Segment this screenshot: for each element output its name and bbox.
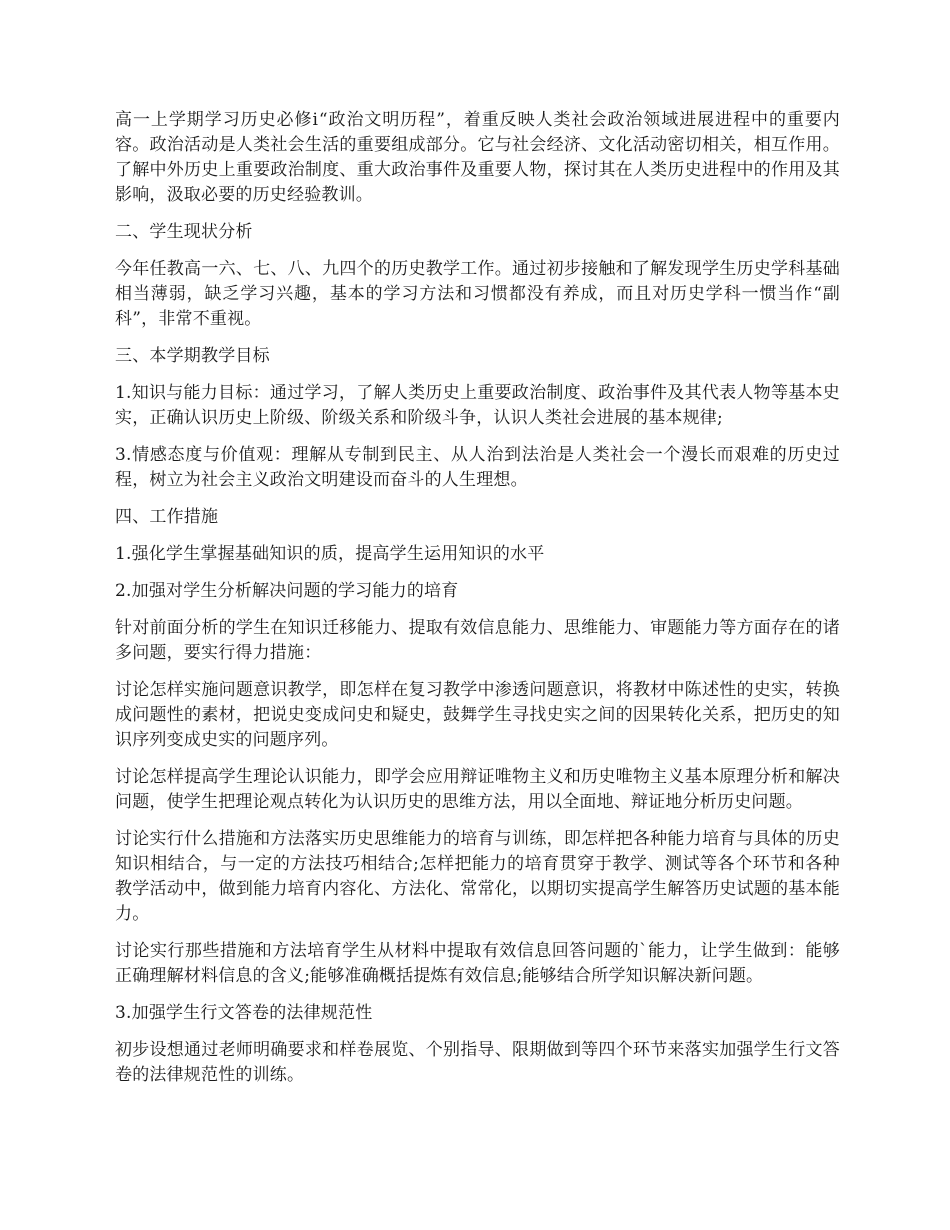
intro-paragraph: 高一上学期学习历史必修ⅰ“政治文明历程”，着重反映人类社会政治领域进展进程中的重要内容。政治活动是人类社会生活的重要组成部分。它与社会经济、文化活动密切相关，相互作用。了解中外历史上重要政治制度、重大政治事件及重要人物，探讨其在人类历史进程中的作用及其影响，汲取必要的历史经验教训。 [115, 110, 840, 205]
document-body [115, 108, 840, 1100]
measure-2-intro-paragraph: 针对前面分析的学生在知识迁移能力、提取有效信息能力、思维能力、审题能力等方面存在的诸多问题，要实行得力措施： [115, 618, 840, 663]
measure-1-heading: 1.强化学生掌握基础知识的质，提高学生运用知识的水平 [115, 544, 545, 564]
student-analysis-paragraph: 今年任教高一六、七、八、九四个的历史教学工作。通过初步接触和了解发现学生历史学科基础相当薄弱，缺乏学习兴趣，基本的学习方法和习惯都没有养成，而且对历史学科一惯当作“副科”，非常不重视。 [115, 259, 840, 329]
goal-emotion-paragraph: 3.情感态度与价值观：理解从专制到民主、从人治到法治是人类社会一个漫长而艰难的历史过程，树立为社会主义政治文明建设而奋斗的人生理想。 [115, 445, 840, 490]
section-heading-teaching-goals: 三、本学期教学目标 [115, 346, 270, 366]
section-heading-measures: 四、工作措施 [115, 507, 219, 527]
measure-2-heading: 2.加强对学生分析解决问题的学习能力的培育 [115, 581, 459, 601]
measure-2-item-thinking: 讨论实行什么措施和方法落实历史思维能力的培育与训练，即怎样把各种能力培育与具体的历史知识相结合，与一定的方法技巧相结合;怎样把能力的培育贯穿于教学、测试等各个环节和各种教学活动中，做到能力培育内容化、方法化、常常化，以期切实提高学生解答历史试题的基本能力。 [115, 829, 840, 924]
measure-2-item-theory: 讨论怎样提高学生理论认识能力，即学会应用辩证唯物主义和历史唯物主义基本原理分析和解决问题，使学生把理论观点转化为认识历史的思维方法，用以全面地、辩证地分析历史问题。 [115, 767, 840, 812]
measure-3-heading: 3.加强学生行文答卷的法律规范性 [115, 1003, 373, 1023]
measure-2-item-material: 讨论实行那些措施和方法培育学生从材料中提取有效信息回答问题的`能力，让学生做到：能够正确理解材料信息的含义;能够准确概括提炼有效信息;能够结合所学知识解决新问题。 [115, 941, 840, 986]
measure-2-item-problem-awareness: 讨论怎样实施问题意识教学，即怎样在复习教学中渗透问题意识，将教材中陈述性的史实，转换成问题性的素材，把说史变成问史和疑史，鼓舞学生寻找史实之间的因果转化关系，把历史的知识序列变成史实的问题序列。 [115, 680, 840, 750]
section-heading-student-analysis: 二、学生现状分析 [115, 222, 253, 242]
measure-3-paragraph: 初步设想通过老师明确要求和样卷展览、个别指导、限期做到等四个环节来落实加强学生行文答卷的法律规范性的训练。 [115, 1040, 840, 1085]
goal-knowledge-paragraph: 1.知识与能力目标：通过学习，了解人类历史上重要政治制度、政治事件及其代表人物等基本史实，正确认识历史上阶级、阶级关系和阶级斗争，认识人类社会进展的基本规律; [115, 383, 840, 428]
